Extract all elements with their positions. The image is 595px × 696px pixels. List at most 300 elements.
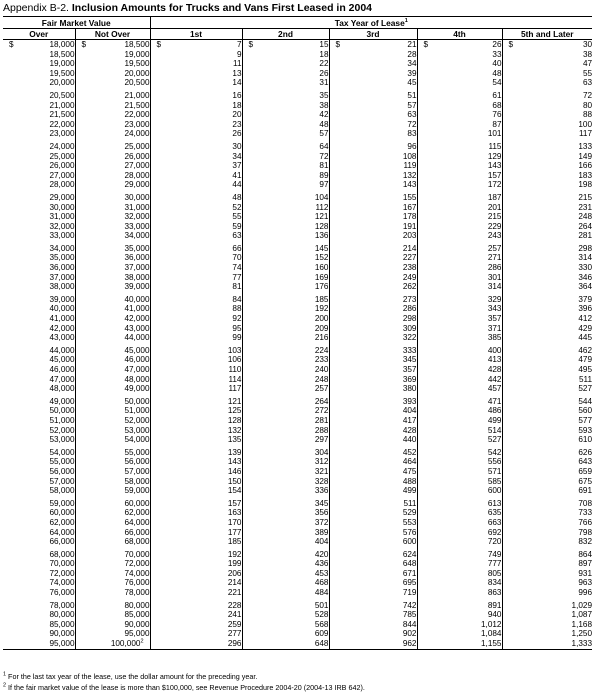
- table-cell: 720: [417, 537, 502, 547]
- header-tax-year-of-lease: Tax Year of Lease$^1$: [150, 17, 592, 29]
- table-row: [3, 253, 592, 263]
- table-cell: 19,500: [75, 59, 150, 69]
- table-row: [3, 180, 592, 190]
- table-cell: 262: [329, 282, 417, 292]
- table-cell: 139: [150, 448, 242, 458]
- table-cell: 68,000: [75, 537, 150, 547]
- table-cell: 90,000: [3, 629, 75, 639]
- table-cell: 18: [242, 50, 329, 60]
- table-cell: 264: [242, 397, 329, 407]
- table-cell: 76: [417, 110, 502, 120]
- table-cell: 301: [417, 273, 502, 283]
- table-cell: 671: [329, 569, 417, 579]
- table-cell: 356: [242, 508, 329, 518]
- table-cell: 413: [417, 355, 502, 365]
- table-row: [3, 528, 592, 538]
- table-row: [3, 397, 592, 407]
- table-cell: 58,000: [3, 486, 75, 496]
- table-cell: 43,000: [3, 333, 75, 343]
- table-cell: 240: [242, 365, 329, 375]
- table-row: [3, 416, 592, 426]
- table-cell: 733: [578, 508, 593, 518]
- table-cell: 962: [329, 639, 417, 649]
- table-cell: 475: [329, 467, 417, 477]
- table-cell: 80,000: [3, 610, 75, 620]
- table-cell: 198: [578, 180, 593, 190]
- table-row: [3, 244, 592, 254]
- table-row: [3, 435, 592, 445]
- table-cell: 146: [150, 467, 242, 477]
- table-cell: 185: [150, 537, 242, 547]
- table-cell: 659: [578, 466, 593, 476]
- table-row: [3, 69, 592, 79]
- table-cell: 385: [417, 333, 502, 343]
- table-cell: 44: [150, 180, 242, 190]
- table-cell: 1,155: [417, 639, 502, 649]
- table-cell: 72: [582, 90, 593, 100]
- table-cell: 51: [329, 91, 417, 101]
- table-cell: 59: [150, 222, 242, 232]
- table-cell: 484: [242, 588, 329, 598]
- table-cell: 47: [582, 59, 593, 69]
- table-cell: 389: [242, 528, 329, 538]
- table-cell: 19,500: [3, 69, 75, 79]
- table-row: [3, 161, 592, 171]
- table-cell: 57: [329, 101, 417, 111]
- table-cell: 635: [417, 508, 502, 518]
- table-cell: 440: [329, 435, 417, 445]
- table-cell: 74: [150, 263, 242, 273]
- table-cell: 52,000: [75, 416, 150, 426]
- table-cell: 13: [150, 69, 242, 79]
- table-row: [3, 59, 592, 69]
- table-cell: 600: [417, 486, 502, 496]
- table-cell: 19,000: [75, 50, 150, 60]
- table-cell: 133: [578, 141, 593, 151]
- table-cell: 143: [329, 180, 417, 190]
- table-cell: 931: [578, 568, 593, 578]
- table-cell: 56,000: [3, 467, 75, 477]
- header-4th: 4th: [417, 29, 502, 40]
- table-cell: 57,000: [75, 467, 150, 477]
- table-cell: 23: [150, 120, 242, 130]
- table-cell: 34,000: [3, 244, 75, 254]
- table-cell: 62,000: [3, 518, 75, 528]
- page-title: [3, 2, 372, 14]
- table-cell: 143: [150, 457, 242, 467]
- table-row: [3, 537, 592, 547]
- table-cell: 129: [417, 152, 502, 162]
- table-cell: 170: [150, 518, 242, 528]
- table-cell: 187: [417, 193, 502, 203]
- table-cell: 74,000: [75, 569, 150, 579]
- table-cell: 417: [329, 416, 417, 426]
- table-cell: 95: [150, 324, 242, 334]
- table-cell: 257: [242, 384, 329, 394]
- table-cell: 45,000: [75, 346, 150, 356]
- table-cell: 59,000: [75, 486, 150, 496]
- table-cell: 31: [242, 78, 329, 88]
- table-cell: 23,000: [3, 129, 75, 139]
- table-cell: 53,000: [75, 426, 150, 436]
- table-cell: 248: [242, 375, 329, 385]
- table-cell: 34: [329, 59, 417, 69]
- table-cell: 26: [150, 129, 242, 139]
- table-row: [3, 578, 592, 588]
- table-cell: 42,000: [75, 314, 150, 324]
- table-cell: 57: [242, 129, 329, 139]
- table-cell: 864: [578, 549, 593, 559]
- table-cell: 110: [150, 365, 242, 375]
- table-cell: 214: [329, 244, 417, 254]
- table-cell: 249: [329, 273, 417, 283]
- table-cell: 719: [329, 588, 417, 598]
- table-cell: 60,000: [3, 508, 75, 518]
- table-cell: 20,500: [75, 78, 150, 88]
- table-cell: 21,500: [3, 110, 75, 120]
- table-row: [3, 610, 592, 620]
- table-cell: 201: [417, 203, 502, 213]
- table-row: [3, 142, 592, 152]
- table-cell: 777: [417, 559, 502, 569]
- table-cell: 528: [242, 610, 329, 620]
- table-cell: 101: [417, 129, 502, 139]
- table-cell: 60,000: [75, 499, 150, 509]
- table-row: [3, 365, 592, 375]
- table-cell: 46,000: [3, 365, 75, 375]
- table-cell: 499: [329, 486, 417, 496]
- table-cell: 41,000: [75, 304, 150, 314]
- table-cell: 125: [150, 406, 242, 416]
- table-cell: 238: [329, 263, 417, 273]
- table-cell: 996: [578, 588, 593, 598]
- table-cell: 312: [242, 457, 329, 467]
- table-cell: 35,000: [3, 253, 75, 263]
- table-cell: 38,000: [3, 282, 75, 292]
- table-cell: 42,000: [3, 324, 75, 334]
- table-cell: 486: [417, 406, 502, 416]
- table-cell: 132: [150, 426, 242, 436]
- table-cell: 45: [329, 78, 417, 88]
- table-cell: 357: [329, 365, 417, 375]
- table-cell: 209: [242, 324, 329, 334]
- table-cell: 35,000: [75, 244, 150, 254]
- table-cell: 136: [242, 231, 329, 241]
- table-cell: 357: [417, 314, 502, 324]
- table-row: [3, 508, 592, 518]
- table-cell: 106: [150, 355, 242, 365]
- table-cell: 64,000: [75, 518, 150, 528]
- table-row: [3, 588, 592, 598]
- table-cell: 577: [578, 415, 593, 425]
- table-cell: 241: [150, 610, 242, 620]
- table-cell: 66,000: [75, 528, 150, 538]
- table-cell: 273: [329, 295, 417, 305]
- table-cell: 834: [417, 578, 502, 588]
- table-cell: $ 18,000: [3, 40, 75, 50]
- table-cell: 452: [329, 448, 417, 458]
- table-cell: 47,000: [3, 375, 75, 385]
- table-cell: 1,087: [571, 610, 593, 620]
- table-cell: 26,000: [3, 161, 75, 171]
- table-cell: 192: [150, 550, 242, 560]
- table-cell: 1,250: [571, 629, 593, 639]
- table-cell: 1,168: [571, 619, 593, 629]
- table-row: [3, 193, 592, 203]
- table-cell: 343: [417, 304, 502, 314]
- table-cell: 135: [150, 435, 242, 445]
- table-cell: 412: [578, 314, 593, 324]
- table-cell: 271: [417, 253, 502, 263]
- table-cell: 66: [150, 244, 242, 254]
- table-cell: 157: [417, 171, 502, 181]
- table-cell: 64,000: [3, 528, 75, 538]
- table-row: [3, 171, 592, 181]
- currency-symbol: $: [156, 40, 162, 49]
- table-cell: 221: [150, 588, 242, 598]
- table-cell: 128: [242, 222, 329, 232]
- table-row: [3, 559, 592, 569]
- table-cell: 57,000: [3, 477, 75, 487]
- table-cell: 805: [417, 569, 502, 579]
- table-cell: 72: [242, 152, 329, 162]
- table-cell: 59,000: [3, 499, 75, 509]
- table-cell: 62,000: [75, 508, 150, 518]
- table-row: [3, 426, 592, 436]
- table-cell: 72,000: [75, 559, 150, 569]
- table-cell: 663: [417, 518, 502, 528]
- table-cell: 63: [329, 110, 417, 120]
- table-cell: 371: [417, 324, 502, 334]
- table-cell: 46,000: [75, 355, 150, 365]
- table-row: [3, 120, 592, 130]
- table-cell: 96: [329, 142, 417, 152]
- table-cell: 31,000: [3, 212, 75, 222]
- table-cell: 48: [150, 193, 242, 203]
- table-cell: 39,000: [3, 295, 75, 305]
- table-row: [3, 333, 592, 343]
- table-cell: 21,000: [75, 91, 150, 101]
- table-cell: 34: [150, 152, 242, 162]
- table-cell: 68,000: [3, 550, 75, 560]
- table-cell: 54,000: [3, 448, 75, 458]
- table-cell: 95,000: [3, 639, 75, 649]
- table-cell: 48: [242, 120, 329, 130]
- table-cell: 691: [578, 486, 593, 496]
- table-cell: 380: [329, 384, 417, 394]
- table-row: [3, 40, 592, 50]
- table-cell: 50,000: [3, 406, 75, 416]
- table-cell: 333: [329, 346, 417, 356]
- table-cell: 37: [150, 161, 242, 171]
- table-cell: 420: [242, 550, 329, 560]
- table-cell: 176: [242, 282, 329, 292]
- table-cell: 81: [242, 161, 329, 171]
- header-3rd: 3rd: [329, 29, 417, 40]
- table-cell: 28: [329, 50, 417, 60]
- table-cell: 14: [150, 78, 242, 88]
- table-row: [3, 314, 592, 324]
- table-cell: 940: [417, 610, 502, 620]
- table-cell: $ 7: [150, 40, 242, 50]
- table-cell: 104: [242, 193, 329, 203]
- table-cell: 40: [417, 59, 502, 69]
- table-row: [3, 629, 592, 639]
- table-cell: 22,000: [3, 120, 75, 130]
- table-cell: $ 15: [242, 40, 329, 50]
- table-cell: 215: [417, 212, 502, 222]
- table-cell: 511: [578, 374, 593, 384]
- table-cell: 70: [150, 253, 242, 263]
- table-cell: 99: [150, 333, 242, 343]
- table-cell: 47,000: [75, 365, 150, 375]
- table-row: [3, 550, 592, 560]
- table-cell: 117: [578, 129, 593, 139]
- table-cell: 51,000: [3, 416, 75, 426]
- table-cell: 112: [242, 203, 329, 213]
- table-cell: 51,000: [75, 406, 150, 416]
- table-cell: 78,000: [75, 588, 150, 598]
- table-cell: 100,000$^2$: [75, 639, 150, 649]
- table-cell: 42: [242, 110, 329, 120]
- table-cell: 231: [578, 202, 593, 212]
- table-cell: 336: [242, 486, 329, 496]
- table-cell: 84: [150, 295, 242, 305]
- table-row: [3, 384, 592, 394]
- table-cell: 626: [578, 447, 593, 457]
- table-cell: 70,000: [3, 559, 75, 569]
- table-cell: 166: [578, 161, 593, 171]
- table-cell: 29,000: [3, 193, 75, 203]
- table-cell: 145: [242, 244, 329, 254]
- table-row: [3, 569, 592, 579]
- table-cell: 63: [582, 78, 593, 88]
- table-cell: $ 26: [417, 40, 502, 50]
- table-cell: 95,000: [75, 629, 150, 639]
- table-cell: 177: [150, 528, 242, 538]
- table-cell: 24,000: [75, 129, 150, 139]
- table-cell: 695: [329, 578, 417, 588]
- table-cell: 74,000: [3, 578, 75, 588]
- table-row: [3, 639, 592, 649]
- table-cell: 38,000: [75, 273, 150, 283]
- table-cell: 227: [329, 253, 417, 263]
- table-cell: 20,000: [3, 78, 75, 88]
- table-cell: 798: [578, 527, 593, 537]
- table-cell: 27,000: [3, 171, 75, 181]
- table-cell: 309: [329, 324, 417, 334]
- table-cell: 322: [329, 333, 417, 343]
- table-cell: 178: [329, 212, 417, 222]
- table-cell: 169: [242, 273, 329, 283]
- table-cell: 52,000: [3, 426, 75, 436]
- table-cell: 369: [329, 375, 417, 385]
- table-cell: 428: [329, 426, 417, 436]
- table-cell: 50,000: [75, 397, 150, 407]
- table-cell: 26: [242, 69, 329, 79]
- table-cell: 80,000: [75, 601, 150, 611]
- table-cell: 529: [329, 508, 417, 518]
- table-cell: 298: [578, 243, 593, 253]
- table-cell: 527: [417, 435, 502, 445]
- table-cell: 149: [578, 151, 593, 161]
- table-cell: 26,000: [75, 152, 150, 162]
- footnote-1: $^1$ For the last tax year of the lease, use the dollar amount for the preceding year.: [3, 671, 258, 681]
- table-cell: 514: [417, 426, 502, 436]
- table-cell: 33,000: [3, 231, 75, 241]
- table-cell: 38: [582, 49, 593, 59]
- table-cell: 22: [242, 59, 329, 69]
- table-cell: 64: [242, 142, 329, 152]
- table-cell: 49,000: [3, 397, 75, 407]
- table-cell: 298: [329, 314, 417, 324]
- table-cell: 33: [417, 50, 502, 60]
- currency-symbol: $: [248, 40, 254, 49]
- table-cell: 36,000: [75, 253, 150, 263]
- table-cell: 27,000: [75, 161, 150, 171]
- table-cell: 963: [578, 578, 593, 588]
- table-cell: 154: [150, 486, 242, 496]
- table-cell: 404: [242, 537, 329, 547]
- table-cell: 393: [329, 397, 417, 407]
- title-prefix: Appendix B-2.: [3, 2, 72, 14]
- table-cell: 527: [578, 384, 593, 394]
- table-row: [3, 499, 592, 509]
- table-row: [3, 50, 592, 60]
- table-cell: 44,000: [75, 333, 150, 343]
- table-cell: 364: [578, 282, 593, 292]
- table-row: [3, 222, 592, 232]
- currency-symbol: $: [81, 40, 87, 49]
- table-cell: 863: [417, 588, 502, 598]
- table-cell: 155: [329, 193, 417, 203]
- table-cell: 428: [417, 365, 502, 375]
- table-cell: 58,000: [75, 477, 150, 487]
- table-cell: 121: [242, 212, 329, 222]
- table-cell: 37,000: [3, 273, 75, 283]
- table-cell: 128: [150, 416, 242, 426]
- table-cell: 16: [150, 91, 242, 101]
- table-cell: 379: [578, 294, 593, 304]
- table-cell: 76,000: [3, 588, 75, 598]
- table-cell: 296: [150, 639, 242, 649]
- table-cell: 114: [150, 375, 242, 385]
- table-cell: 214: [150, 578, 242, 588]
- table-cell: 41: [150, 171, 242, 181]
- table-cell: 83: [329, 129, 417, 139]
- table-cell: 28,000: [3, 180, 75, 190]
- table-cell: 501: [242, 601, 329, 611]
- table-cell: 396: [578, 304, 593, 314]
- table-cell: 44,000: [3, 346, 75, 356]
- table-cell: 72,000: [3, 569, 75, 579]
- table-cell: 453: [242, 569, 329, 579]
- table-cell: 157: [150, 499, 242, 509]
- table-cell: 19,000: [3, 59, 75, 69]
- table-cell: 281: [578, 231, 593, 241]
- table-cell: 191: [329, 222, 417, 232]
- table-cell: 18: [150, 101, 242, 111]
- inclusion-amounts-table: [3, 16, 592, 650]
- table-cell: 560: [578, 406, 593, 416]
- table-cell: 643: [578, 457, 593, 467]
- table-cell: 40,000: [75, 295, 150, 305]
- table-cell: 556: [417, 457, 502, 467]
- table-row: [3, 78, 592, 88]
- table-cell: 228: [150, 601, 242, 611]
- table-cell: 257: [417, 244, 502, 254]
- table-cell: 613: [417, 499, 502, 509]
